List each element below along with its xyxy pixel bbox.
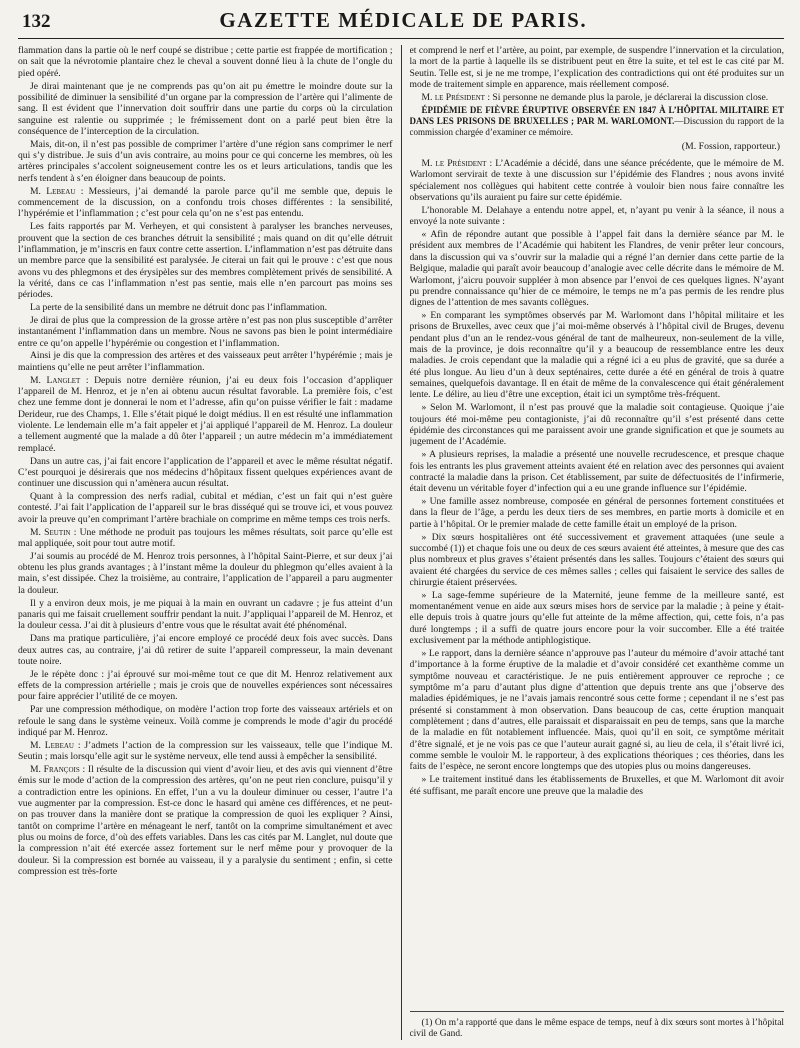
paragraph-text: et comprend le nerf et l’artère, au point, par exemple, de suspendre l’innervation et la circulation, la mort de la partie à laquelle ils se distribuent peut en être la suite, et tel est le cas cité par M. Seutin. Telle est, si je ne me trompe, l’explication des contradictions qui ont été produites sur un mode de traitement simple en apparence, mais réellement composé. xyxy=(409,45,784,91)
paragraph-text: » A plusieurs reprises, la maladie a présenté une nouvelle recrudescence, et presque chaque fois les entrants les plus gravement atteints avaient été en relation avec des personnes qui avaient contracté la maladie dans la prison. Cet établissement, par suite de défectuosités de l’infirmerie, était devenu un véritable foyer d’infection qui a eu une grande influence sur l’épidémie. xyxy=(409,449,784,495)
paragraph xyxy=(410,158,785,203)
paragraph-text: Les faits rapportés par M. Verheyen, et qui consistent à paralyser les branches nerveuses, prouvent que la section de ces branches détruit la sensibilité ; mais quand on dit qu’elle détruit l’inflammation, je m’inscris en faux contre cette assertion. L’inflammation n’est pas détruite dans un membre parce que la sensibilité est paralysée. Je citerai un fait qui le prouve : c’est que nous avons vu des phlegmons et des érysipèles sur des membres complètement privés de sensibilité. A la vérité, dans ce cas l’inflammation n’est pas sentie, mais elle n’en parcourt pas moins ses périodes. xyxy=(18,221,393,301)
paragraph xyxy=(18,669,393,703)
section-body xyxy=(410,158,785,797)
paragraph-text: Dans ma pratique particulière, j’ai encore employé ce procédé deux fois avec succès. Dans deux autres cas, au contraire, j’ai dû retirer de suite l’appareil compresseur, la main devenant toute noire. xyxy=(18,633,393,667)
section-heading xyxy=(410,105,785,138)
paragraph xyxy=(410,590,785,647)
paragraph-text: Je dirai de plus que la compression de la grosse artère n’est pas non plus susceptible d’arrêter instantanément l’inflammation dans un membre. Nous ne savons pas bien le point intermédiaire entre ce qu’on appelle l’hypérémie ou congestion et l’inflammation. xyxy=(18,314,393,349)
paragraph xyxy=(18,375,393,454)
paragraph-text: » Selon M. Warlomont, il n’est pas prouvé que la maladie soit contagieuse. Quoique j’aie toujours été moi-même peu contagioniste, j’ai dû reconnaître qu’il s’est présenté dans cette épidémie des circonstances qui me paraissent avoir une grande signification et que je soumets au jugement de l’Académie. xyxy=(409,402,784,448)
paragraph xyxy=(410,92,785,103)
paragraph xyxy=(410,402,785,447)
right-column-continuation xyxy=(410,45,785,103)
paragraph xyxy=(410,205,785,228)
paragraph-text: Je dirai maintenant que je ne comprends pas qu’on ait pu émettre le moindre doute sur la possibilité de diminuer la sensibilité d’un organe par la compression de l’artère qui l’alimente de sang. Il est évident que l’innervation doit souffrir dans une partie du corps où la circulation sanguine est ralentie ou supprimée ; le frémissement dont on a parlé peut bien être la conséquence de l’interception de la circulation. xyxy=(18,80,393,137)
rapporteur-byline: (M. Fossion, rapporteur.) xyxy=(681,140,780,152)
paragraph xyxy=(18,221,393,300)
paragraph xyxy=(410,774,785,797)
paragraph xyxy=(18,704,393,738)
paragraph-text: : Messieurs, j’ai demandé la parole parce qu’il me semble que, depuis le commencement de la discussion, on a confondu trois choses différentes : la sensibilité, l’hypérémie et l’inflammation ; c’est pour cela qu’on ne s’est pas entendu. xyxy=(18,185,393,220)
paragraph xyxy=(18,45,393,79)
paragraph-text: Ainsi je dis que la compression des artères et des vaisseaux peut arrêter l’hypérémie ; mais je maintiens qu’elle ne peut arrêter l’inflammation. xyxy=(18,350,393,373)
paragraph-text: » En comparant les symptômes observés par M. Warlomont dans l’hôpital militaire et les prisons de Bruxelles, avec ceux que j’ai moi-même observés à l’hôpital civil de Bruges, devenu pendant plus d’un an le rendez-vous général de tant de malheureux, non-seulement de la ville, mais de la province, je dois reconnaître qu’il y a beaucoup de ressemblance entre les deux maladies. Je crois cependant que la maladie qui a régné ici a eu plus de gravité, que sa durée a été plus longue. Au lieu d’un à deux septénaires, cette durée a été en général de trois à quatre semaines, quelquefois davantage. Il en était de même de la convalescence qui était généralement lente. Le délire, au lieu d’être une exception, était ici un symptôme très-fréquent. xyxy=(409,310,784,401)
speaker-name: M. le Président xyxy=(421,158,487,170)
paragraph xyxy=(18,139,393,184)
paragraph-text: : Depuis notre dernière réunion, j’ai eu deux fois l’occasion d’appliquer l’appareil de M. Henroz, et je n’en ai obtenu aucun résultat favorable. La première fois, c’est chez une femme dont je donnerai le nom et l’adresse, afin qu’on puisse vérifier le fait : madame Derideur, rue des Champs, 1. Elle s’était piqué le doigt médius. Il en est résulté une inflammation violente. Le lendemain elle m’a fait appeler et j’ai appliqué l’appareil de M. Henroz. La douleur a tellement augmenté que la malade a dû ôter l’appareil ; un autre médecin m’a immédiatement remplacé. xyxy=(18,374,393,454)
right-column xyxy=(410,45,785,1040)
section-heading-title: ÉPIDÉMIE DE FIÈVRE ÉRUPTIVE OBSERVÉE EN 1847 À L’HÔPITAL MILITAIRE ET DANS LES PRISONS DE BRUXELLES ; PAR M. WARLOMONT. xyxy=(409,104,784,126)
page-number: 132 xyxy=(22,11,51,32)
paragraph xyxy=(18,491,393,525)
text-columns xyxy=(18,45,784,1040)
paragraph xyxy=(18,598,393,632)
paragraph-text: » Une famille assez nombreuse, composée en général de personnes fortement constituées et dans la fleur de l’âge, a perdu les deux tiers de ses membres, en partie morts à domicile et en partie à l’hôpital. Or le premier malade de cette famille était un employé de la prison. xyxy=(409,496,784,530)
speaker-name: M. Lebeau xyxy=(30,739,74,751)
footnote-area xyxy=(410,1011,785,1040)
page-header xyxy=(18,8,784,39)
footnote: (1) On m’a rapporté que dans le même espace de temps, neuf à dix sœurs sont mortes à l’hôpital civil de Gand. xyxy=(409,1017,784,1039)
paragraph-text: Dans un autre cas, j’ai fait encore l’application de l’appareil et avec le même résultat négatif. C’est pourquoi je désirerais que nos médecins d’hôpitaux fissent quelques expériences avant de continuer une discussion qui n’amènera aucun résultat. xyxy=(18,455,393,490)
paragraph-text: Je le répète donc : j’ai éprouvé sur moi-même tout ce que dit M. Henroz relativement aux effets de la compression artérielle ; mais je crois que de nouvelles expériences sont nécessaires pour faire apprécier l’utilité de ce moyen. xyxy=(18,668,393,703)
column-divider xyxy=(401,45,402,1040)
journal-title: GAZETTE MÉDICALE DE PARIS. xyxy=(219,8,588,32)
paragraph-text: : J’admets l’action de la compression sur les vaisseaux, telle que l’indique M. Seutin ; mais lorsqu’elle agit sur le système nerveux, elle tend aussi à empêcher la sensibilité. xyxy=(18,739,393,763)
paragraph-text: Il y a environ deux mois, je me piquai à la main en ouvrant un cadavre ; je fus atteint d’un panaris qui me faisait cruellement souffrir pendant la nuit. J’appliquai l’appareil de M. Henroz, et la douleur cessa. J’ai dit à plusieurs d’entre vous que le résultat avait été phénoménal. xyxy=(18,597,393,632)
speaker-name: M. Lebeau xyxy=(30,185,76,197)
paragraph-text: : L’Académie a décidé, dans une séance précédente, que le mémoire de M. Warlomont servirait de texte à une discussion sur l’épidémie des Flandres ; nous avons invité spécialement nos collègues qui habitent cette contrée à vouloir bien nous faire connaître les observations qu’ils auraient pu faire sur cette épidémie. xyxy=(409,158,784,204)
paragraph xyxy=(18,350,393,373)
paragraph-text: » Le traitement institué dans les établissements de Bruxelles, et que M. Warlomont dit avoir été suffisant, me paraît encore une preuve que la maladie des xyxy=(409,774,784,797)
paragraph-text: La perte de la sensibilité dans un membre ne détruit donc pas l’inflammation. xyxy=(30,302,328,314)
paragraph-text: Quant à la compression des nerfs radial, cubital et médian, c’est un fait qui n’est guère contesté. J’ai fait l’application de l’appareil sur le bras disséqué qui se trouve ici, et vous pouvez avoir la preuve qu’en comprimant l’artère brachiale on comprime en même temps ces trois nerfs. xyxy=(18,491,393,525)
paragraph xyxy=(18,633,393,667)
paragraph-text: » La sage-femme supérieure de la Maternité, jeune femme de la meilleure santé, est momentanément venue en aide aux sœurs mises hors de service par la maladie ; à peine y était-elle depuis trois à quatre jours qu’elle fut atteinte de la même affection, qui, cette fois, n’a pas duré longtemps ; il a suffi de quatre jours encore pour la voir succomber. Elle a été traitée exclusivement par la méthode antiphlogistique. xyxy=(409,589,784,647)
paragraph-text: : Il résulte de la discussion qui vient d’avoir lieu, et des avis qui viennent d’être émis sur le mode d’action de la compression des artères, qu’on ne peut rien conclure, puisqu’il y a contradiction entre les opinions. En effet, l’un a vu la douleur diminuer ou cesser, l’autre l’a vue augmenter par la compression. Est-ce donc le hasard qui amène ces différences, et ne peut-on pas trouver dans la manière dont se pratique la compression de quoi les expliquer ? Ainsi, tantôt on comprime l’artère en ménageant le nerf, tantôt on la comprime simultanément et avec plus ou moins de force, d’où des effets variables. Dans les cas cités par M. Langlet, nul doute que la compression n’ait été exercée assez fortement sur le nerf même pour y provoquer de la douleur. Si la compression est bornée au vaisseau, il y a paralysie du sentiment ; enfin, si cette compression est très-forte xyxy=(18,763,393,878)
paragraph xyxy=(18,302,393,313)
paragraph-text: » Le rapport, dans la dernière séance n’approuve pas l’auteur du mémoire d’avoir attaché tant d’importance à la forme éruptive de la maladie et d’avoir considéré cet exanthème comme un symptôme nouveau et caractéristique. Je ne puis entièrement approuver ce reproche ; ce symptôme m’a paru d’autant plus digne d’attention que depuis trente ans que j’observe des maladies épidémiques, je ne l’avais jamais rencontré sous cette forme ; cependant il ne s’est pas présenté si constamment à mon observation. Dans beaucoup de cas, cette éruption manquait complètement ; dans d’autres, elle paraissait et disparaissait en peu de temps, sans que la marche de la maladie en fût notablement influencée. Mais, quoi qu’il en soit, ce symptôme méritait d’être signalé, et je ne vois pas ce que l’auteur aurait gagné si, au lieu de cela, il s’était livré ici, comme semble le vouloir M. le rapporteur, à des explications théoriques ; ces théories, dans les faits de l’espèce, ne seront encore longtemps que des utopies plus ou moins dangereuses. xyxy=(409,648,784,773)
speaker-name: M. Seutin xyxy=(30,526,71,538)
paragraph-text: Mais, dit-on, il n’est pas possible de comprimer l’artère d’une région sans comprimer le nerf qui s’y distribue. Je suis d’un avis contraire, au moins pour ce qui concerne les membres, où les artères principales s’accolent soigneusement contre les os et leurs articulations, tandis que les nerfs tendent à s’en éloigner dans beaucoup de points. xyxy=(18,138,393,184)
paragraph-text: J’ai soumis au procédé de M. Henroz trois personnes, à l’hôpital Saint-Pierre, et sur deux j’ai obtenu les plus grands avantages ; à l’instant même la douleur du phlegmon qu’elles avaient à la main, s’est dissipée. Chez la troisième, au contraire, l’application de l’appareil a paru augmenter la douleur. xyxy=(18,550,393,596)
paragraph-text: : Si personne ne demande plus la parole, je déclarerai la discussion close. xyxy=(484,91,769,103)
speaker-name: M. Langlet xyxy=(30,374,81,386)
paragraph-text: : Une méthode ne produit pas toujours les mêmes résultats, soit parce qu’elle est mal appliquée, soit pour tout autre motif. xyxy=(18,526,393,549)
paragraph xyxy=(410,45,785,90)
paragraph xyxy=(410,532,785,589)
paragraph-text: » Dix sœurs hospitalières ont été successivement et gravement attaquées (une seule a succombé (1)) et chaque fois une ou deux de ces sœurs avaient été atteintes, à mesure que des cas plus nombreux et plus graves s’étaient présentés dans les salles. Toujours c’étaient des sœurs qui avaient été chargées du service de ces mêmes salles ; celles qui faisaient le service des salles de chirurgie étaient préservées. xyxy=(409,531,784,588)
speaker-name: M. le Président xyxy=(421,91,485,103)
paragraph xyxy=(18,764,393,877)
paragraph xyxy=(410,496,785,530)
paragraph xyxy=(18,551,393,596)
paragraph-text: L’honorable M. Delahaye a entendu notre appel, et, n’ayant pu venir à la séance, il nous a envoyé la note suivante : xyxy=(409,204,784,228)
left-column xyxy=(18,45,393,1040)
paragraph xyxy=(410,310,785,401)
paragraph xyxy=(410,229,785,308)
paragraph xyxy=(18,527,393,550)
paragraph xyxy=(18,186,393,220)
paragraph xyxy=(18,81,393,138)
paragraph-text: flammation dans la partie où le nerf coupé se distribue ; cette partie est frappée de mortification ; on sait que la névrotomie plantaire chez le cheval a souvent donné lieu à la chute de l’ongle du pied opéré. xyxy=(18,45,393,79)
paragraph xyxy=(410,648,785,773)
speaker-name: M. François xyxy=(30,763,80,775)
section-heading-subtitle: —Discussion du rapport de la commission chargée d’examiner ce mémoire. xyxy=(409,115,784,137)
paragraph xyxy=(18,740,393,763)
paragraph xyxy=(18,456,393,490)
paragraph xyxy=(18,315,393,349)
paragraph-text: Par une compression méthodique, on modère l’action trop forte des vaisseaux artériels et on refoule le sang dans le système veineux. Voilà comme je comprends le mode d’agir du procédé indiqué par M. Henroz. xyxy=(18,704,393,738)
paragraph xyxy=(410,449,785,494)
paragraph-text: « Afin de répondre autant que possible à l’appel fait dans la dernière séance par M. le président aux membres de l’Académie qui habitent les Flandres, de venir prêter leur concours, dans la discussion qui va s’ouvrir sur la maladie qui a régné l’an dernier dans cette partie de la Belgique, maladie qui paraît avoir beaucoup d’analogie avec celle décrite dans le mémoire de M. Warlomont, j’aicru pouvoir suppléer à mon absence par l’envoi de ces quelques lignes. N’ayant pu prendre connaissance qu’hier de ce mémoire, le temps ne m’a pas permis de les rendre plus dignes de l’attention de mes savants collègues. xyxy=(409,229,784,309)
